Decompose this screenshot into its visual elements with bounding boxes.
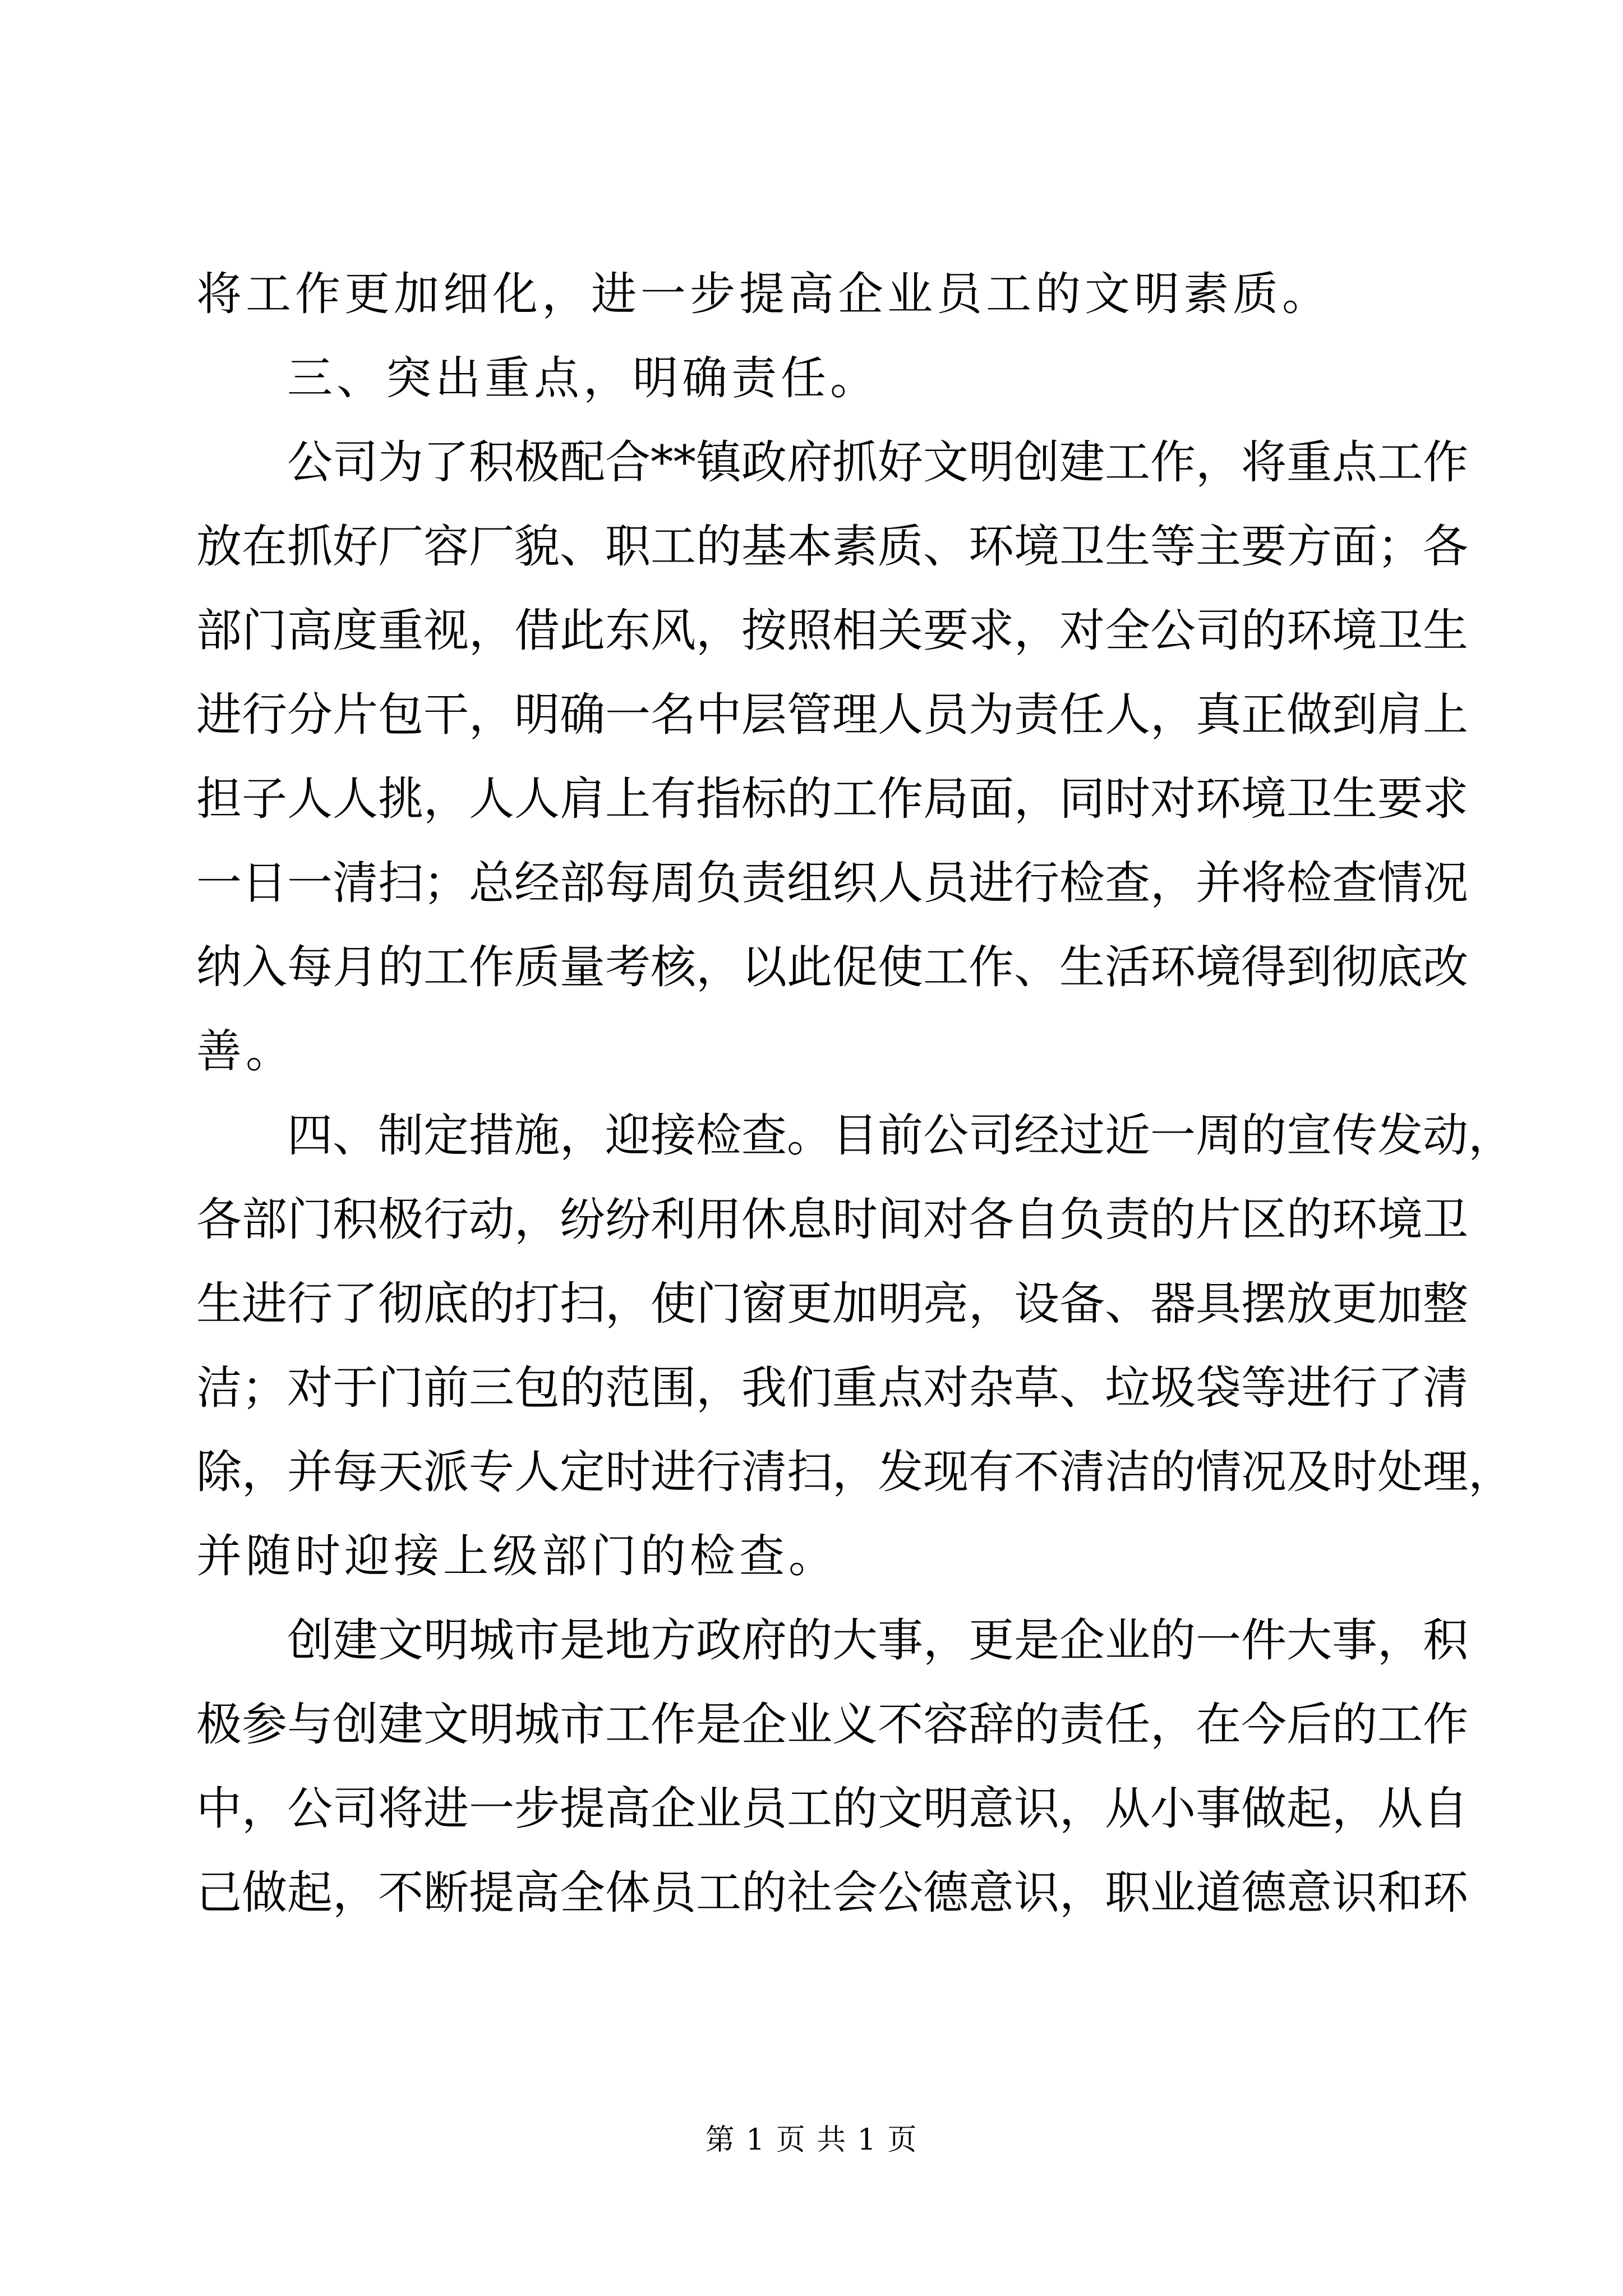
text-line: 放在抓好厂容厂貌、职工的基本素质、环境卫生等主要方面；各 — [196, 521, 1469, 573]
text-line: 担子人人挑，人人肩上有指标的工作局面，同时对环境卫生要求 — [196, 773, 1469, 826]
text-line: 四、制定措施，迎接检查。目前公司经过近一周的宣传发动， — [287, 1110, 1514, 1162]
text-line: 将工作更加细化，进一步提高企业员工的文明素质。 — [196, 268, 1332, 321]
text-line: 洁；对于门前三包的范围，我们重点对杂草、垃圾袋等进行了清 — [196, 1362, 1469, 1415]
text-line: 纳入每月的工作质量考核，以此促使工作、生活环境得到彻底改 — [196, 941, 1469, 994]
text-line: 创建文明城市是地方政府的大事，更是企业的一件大事，积 — [287, 1614, 1469, 1667]
text-line: 中，公司将进一步提高企业员工的文明意识，从小事做起，从自 — [196, 1783, 1469, 1835]
text-line: 公司为了积极配合**镇政府抓好文明创建工作，将重点工作 — [287, 436, 1469, 489]
document-body — [196, 252, 1514, 1935]
text-line: 各部门积极行动，纷纷利用休息时间对各自负责的片区的环境卫 — [196, 1194, 1469, 1246]
text-line: 生进行了彻底的打扫，使门窗更加明亮，设备、器具摆放更加整 — [196, 1278, 1469, 1331]
text-line: 善。 — [196, 1025, 296, 1078]
page-footer: 第 1 页 共 1 页 — [705, 2123, 918, 2157]
text-line: 进行分片包干，明确一名中层管理人员为责任人，真正做到肩上 — [196, 689, 1469, 742]
section-heading: 三、突出重点，明确责任。 — [287, 352, 880, 405]
text-line: 一日一清扫；总经部每周负责组织人员进行检查，并将检查情况 — [196, 857, 1469, 910]
text-line: 除，并每天派专人定时进行清扫，发现有不清洁的情况及时处理， — [196, 1446, 1514, 1499]
text-line: 部门高度重视，借此东风，按照相关要求，对全公司的环境卫生 — [196, 605, 1469, 657]
text-line: 极参与创建文明城市工作是企业义不容辞的责任，在今后的工作 — [196, 1699, 1469, 1751]
text-line: 己做起，不断提高全体员工的社会公德意识，职业道德意识和环 — [196, 1867, 1469, 1920]
text-line: 并随时迎接上级部门的检查。 — [196, 1530, 838, 1583]
